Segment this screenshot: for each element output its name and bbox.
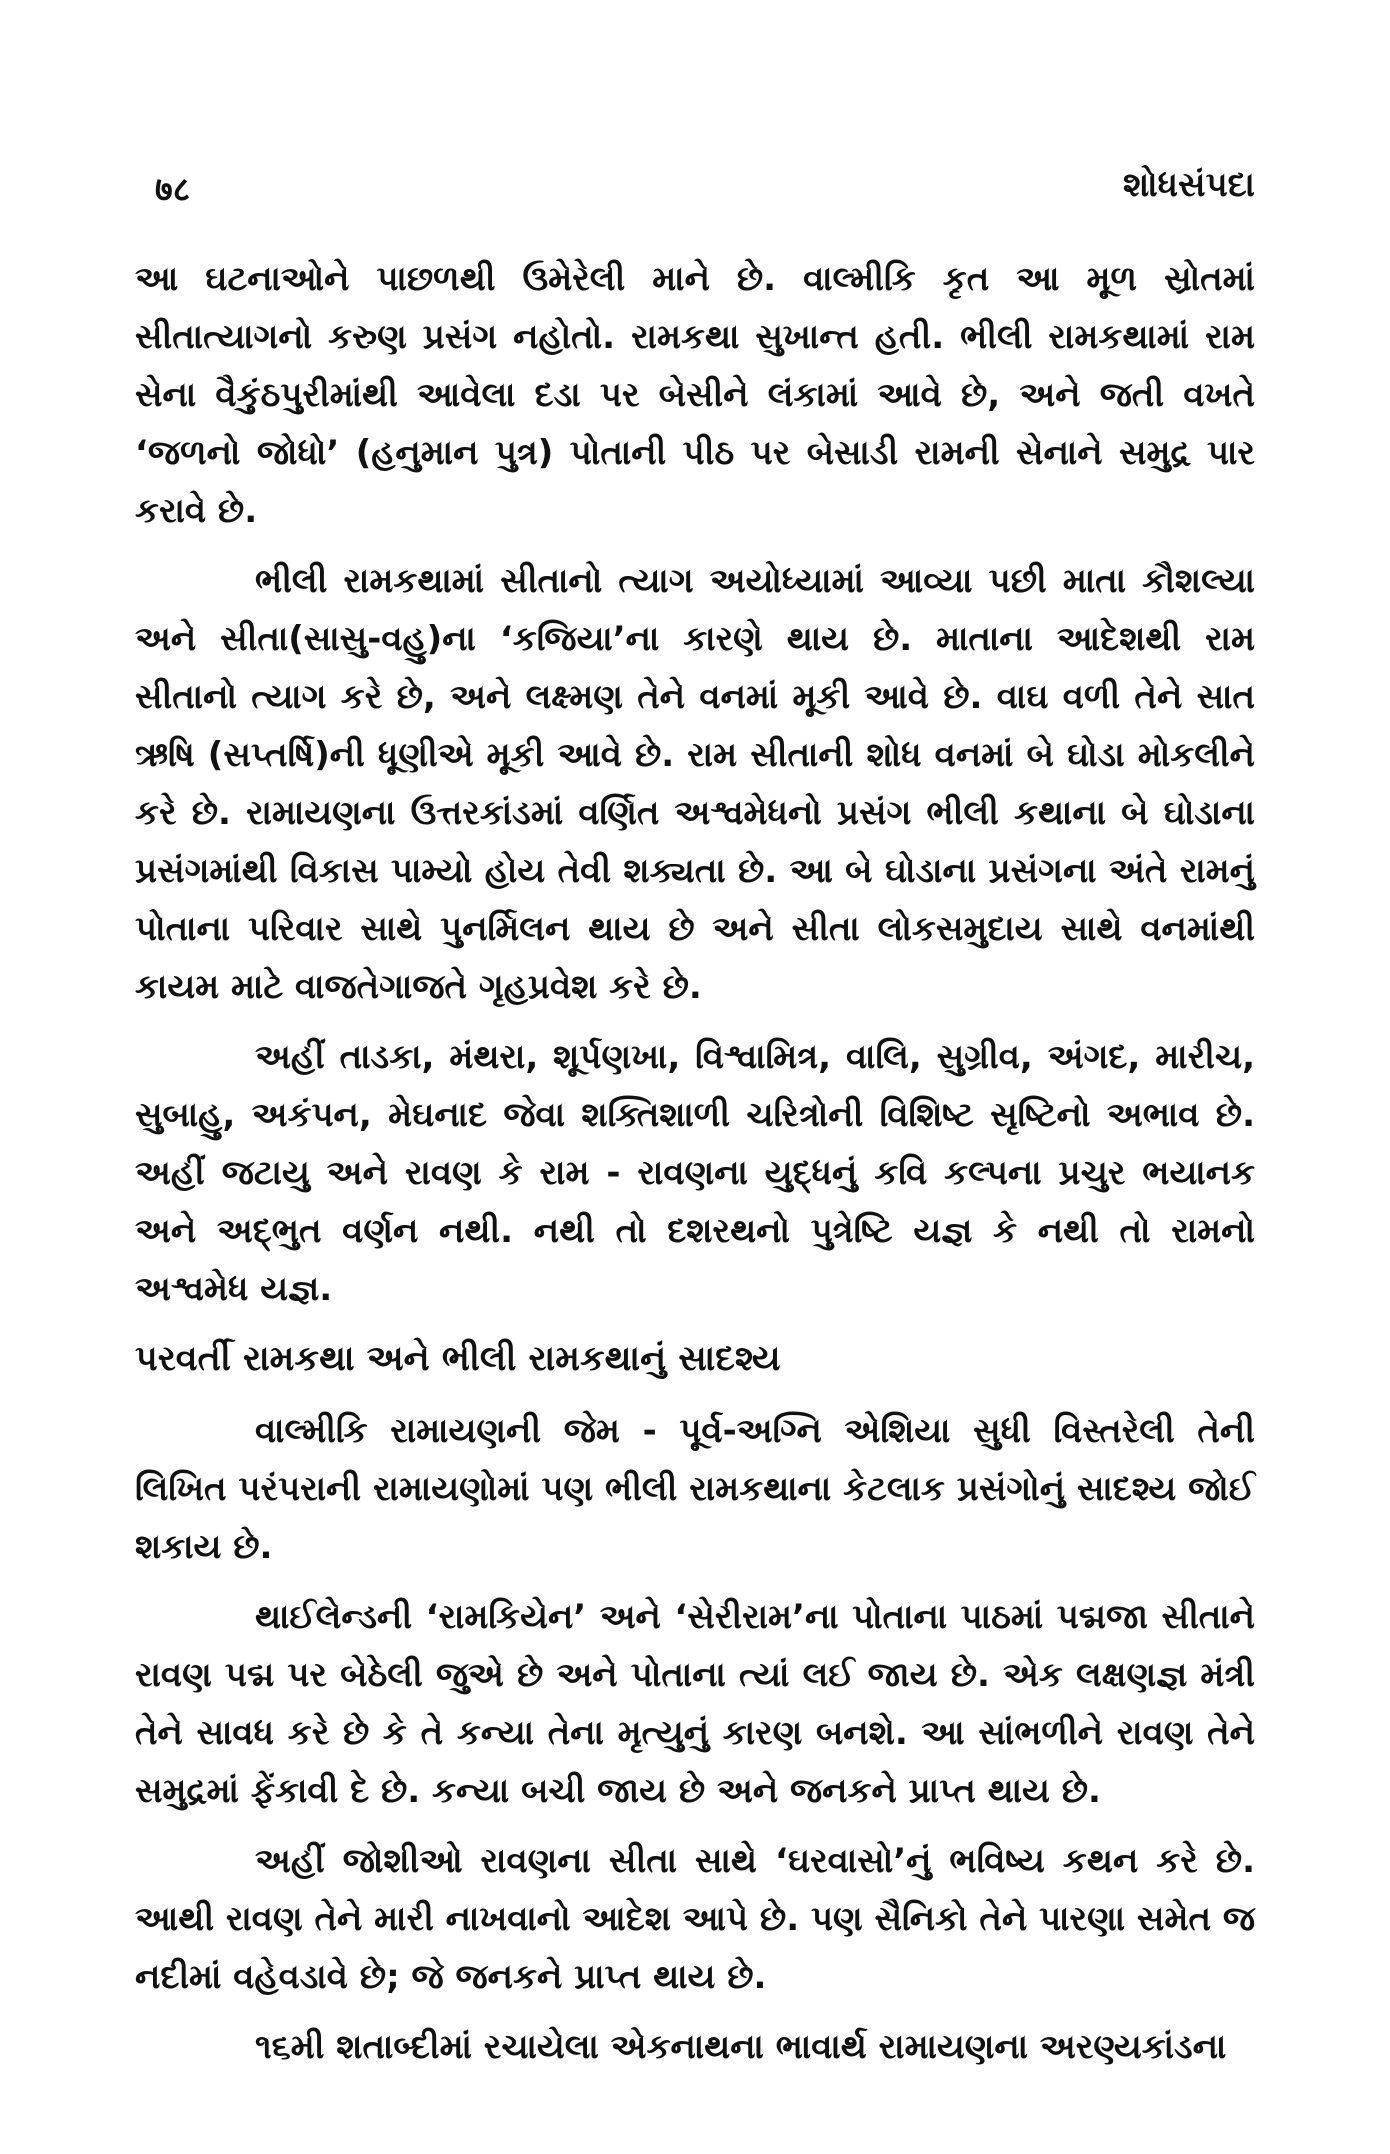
paragraph: આ ઘટનાઓને પાછળથી ઉમેરેલી માને છે. વાલ્મીકિ કૃત આ મૂળ સ્રોતમાં સીતાત્યાગનો કરુણ પ્રસંગ નહોતો. રામકથા સુખાન્ત હતી. ભીલી રામકથામાં રામ સેના વૈકુંઠપુરીમાંથી આવેલા દડા પર બેસીને લંકામાં આવે છે, અને જતી વખતે ‘જળનો જોધો’ (હનુમાન પુત્ર) પોતાની પીઠ પર બેસાડી રામની સેનાને સમુદ્ર પાર કરાવે છે. <box>135 259 1255 531</box>
page-header <box>155 165 1255 215</box>
paragraph: થાઈલેન્ડની ‘રામકિયેન’ અને ‘સેરીરામ’ના પોતાના પાઠમાં પદ્મજા સીતાને રાવણ પદ્મ પર બેઠેલી જુએ છે અને પોતાના ત્યાં લઈ જાય છે. એક લક્ષણજ્ઞ મંત્રી તેને સાવધ કરે છે કે તે કન્યા તેના મૃત્યુનું કારણ બનશે. આ સાંભળીને રાવણ તેને સમુદ્રમાં ફેંકાવી દે છે. કન્યા બચી જાય છે અને જનકને પ્રાપ્ત થાય છે. <box>135 1597 1255 1811</box>
page-number: ७८ <box>155 170 191 210</box>
paragraph: વાલ્મીકિ રામાયણની જેમ - પૂર્વ-અગ્નિ એશિયા સુધી વિસ્તરેલી તેની લિખિત પરંપરાની રામાયણોમાં પણ ભીલી રામકથાના કેટલાક પ્રસંગોનું સાદશ્ય જોઈ શકાય છે. <box>135 1411 1255 1567</box>
paragraph: ૧૬મી શતાબ્દીમાં રચાયેલા એકનાથના ભાવાર્થ રામાયણના અરણ્યકાંડના <box>255 2027 1227 2067</box>
body-text <box>135 250 1255 2088</box>
paragraph: અહીં જોશીઓ રાવણના સીતા સાથે ‘ઘરવાસો’નું ભવિષ્ય કથન કરે છે. આથી રાવણ તેને મારી નાખવાનો આદેશ આપે છે. પણ સૈનિકો તેને પારણા સમેત જ નદીમાં વહેવડાવે છે; જે જનકને પ્રાપ્ત થાય છે. <box>135 1841 1255 1997</box>
section-heading: પરવર્તી રામકથા અને ભીલી રામકથાનું સાદશ્ય <box>135 1339 781 1379</box>
paragraph: ભીલી રામકથામાં સીતાનો ત્યાગ અયોધ્યામાં આવ્યા પછી માતા કૌશલ્યા અને સીતા(સાસુ-વહુ)ના ‘કજિયા’ના કારણે થાય છે. માતાના આદેશથી રામ સીતાનો ત્યાગ કરે છે, અને લક્ષ્મણ તેને વનમાં મૂકી આવે છે. વાઘ વળી તેને સાત ઋષિ (સપ્તર્ષિ)ની ધૂણીએ મૂકી આવે છે. રામ સીતાની શોધ વનમાં બે ઘોડા મોકલીને કરે છે. રામાયણના ઉત્તરકાંડમાં વર્ણિત અશ્વમેધનો પ્રસંગ ભીલી કથાના બે ઘોડાના પ્રસંગમાંથી વિકાસ પામ્યો હોય તેવી શક્યતા છે. આ બે ઘોડાના પ્રસંગના અંતે રામનું પોતાના પરિવાર સાથે પુનર્મિલન થાય છે અને સીતા લોકસમુદાય સાથે વનમાંથી કાયમ માટે વાજતેગાજતે ગૃહપ્રવેશ કરે છે. <box>135 561 1255 1007</box>
running-title: શોધસંપદા <box>1122 165 1255 205</box>
paragraph: અહીં તાડકા, મંથરા, શૂર્પણખા, વિશ્વામિત્ર, વાલિ, સુગ્રીવ, અંગદ, મારીચ, સુબાહુ, અકંપન, મેઘનાદ જેવા શક્તિશાળી ચરિત્રોની વિશિષ્ટ સૃષ્ટિનો અભાવ છે. અહીં જટાયુ અને રાવણ કે રામ - રાવણના યુદ્ધનું કવિ કલ્પના પ્રચુર ભયાનક અને અદ્‌ભુત વર્ણન નથી. નથી તો દશરથનો પુત્રેષ્ટિ યજ્ઞ કે નથી તો રામનો અશ્વમેધ યજ્ઞ. <box>135 1037 1255 1309</box>
